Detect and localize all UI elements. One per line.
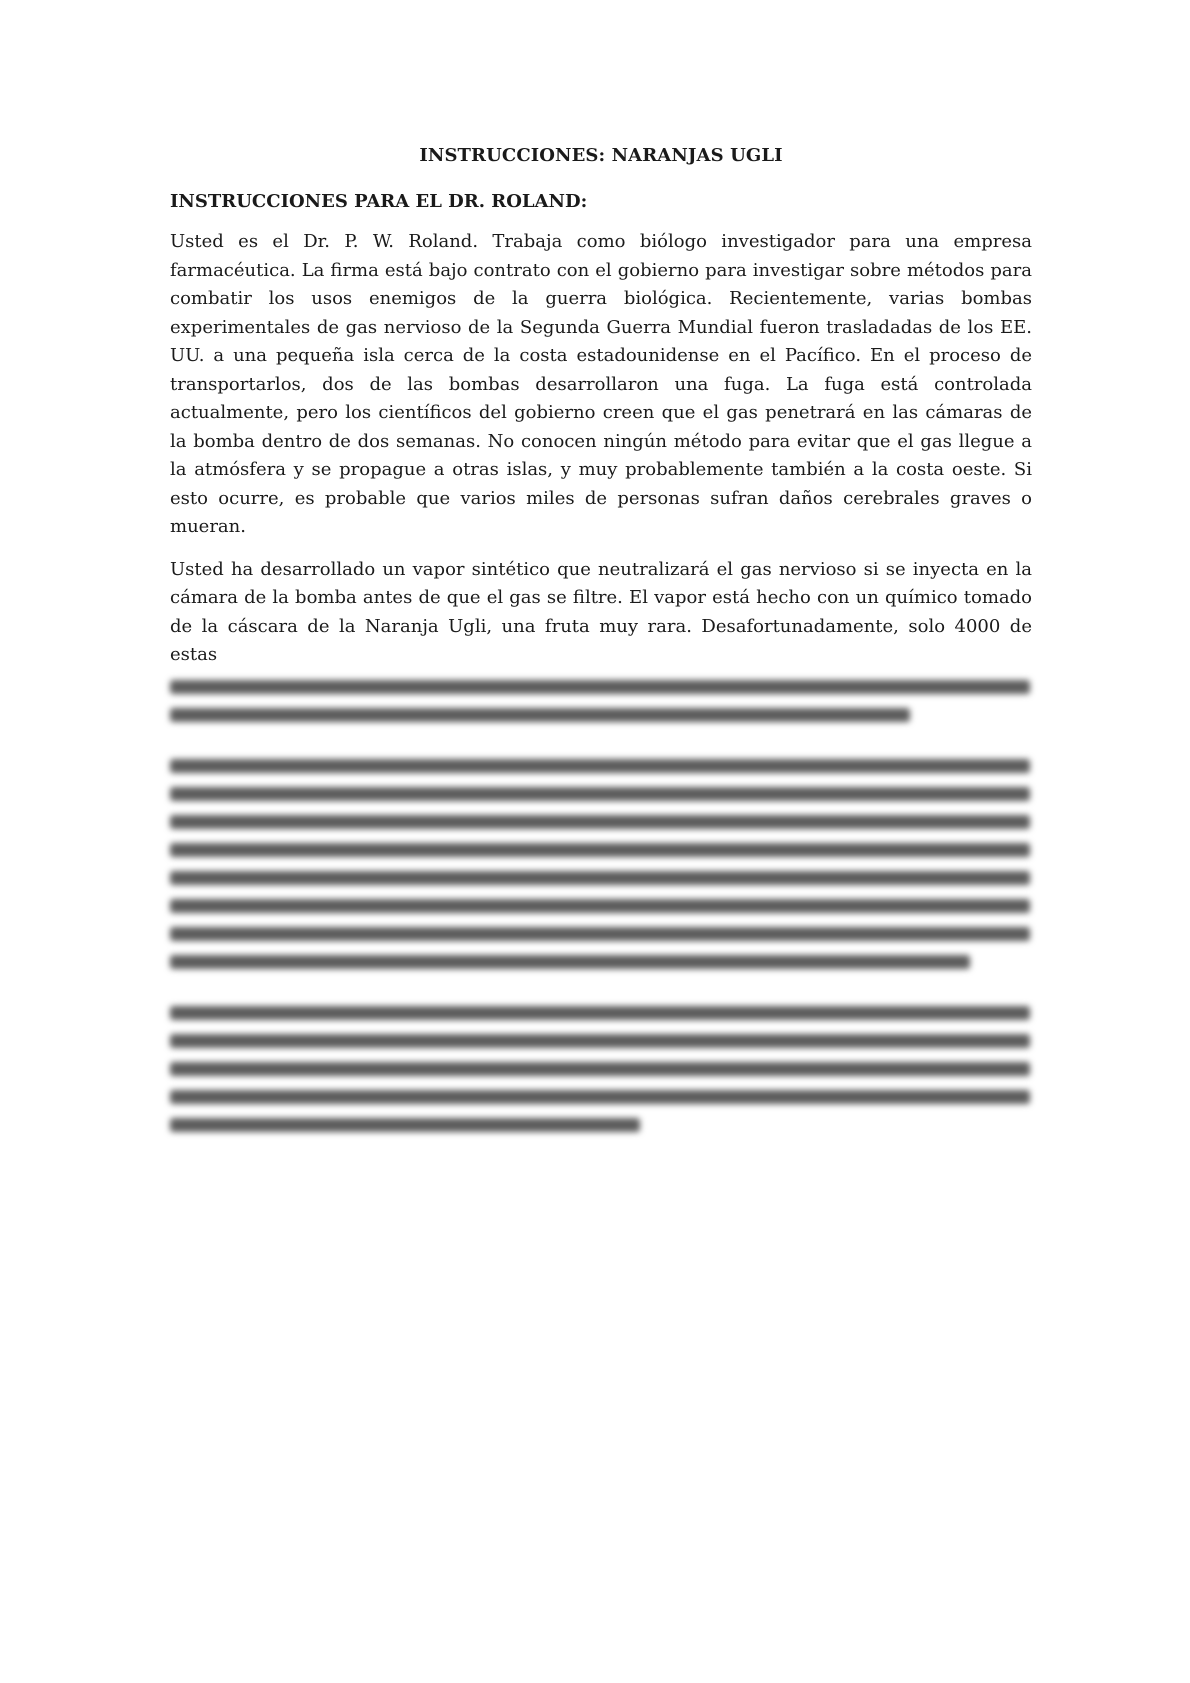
document-subtitle: INSTRUCCIONES PARA EL DR. ROLAND: xyxy=(170,191,588,212)
blurred-paragraph-2-continuation xyxy=(170,672,1032,737)
blurred-paragraph-3 xyxy=(170,751,1032,984)
document-page xyxy=(170,0,1032,1147)
paragraph-2: Usted ha desarrollado un vapor sintético que neutralizará el gas nervioso si se inyecta en la cámara de la bomba antes de que el gas se filtre. El vapor está hecho con un químico tomado de la cáscara de la Naranja Ugli, una fruta muy rara. Desafortunadamente, solo 4000 de estas xyxy=(170,558,1032,665)
blurred-lines-icon xyxy=(170,998,1032,1138)
blurred-lines-icon xyxy=(170,751,1032,975)
paragraph-1: Usted es el Dr. P. W. Roland. Trabaja como biólogo investigador para una empresa farmacéutica. La firma está bajo contrato con el gobierno para investigar sobre métodos para combatir los usos enemigos de la guerra biológica. Recientemente, varias bombas experimentales de gas nervioso de la Segunda Guerra Mundial fueron trasladadas de los EE. UU. a una pequeña isla cerca de la costa estadounidense en el Pacífico. En el proceso de transportarlos, dos de las bombas desarrollaron una fuga. La fuga está controlada actualmente, pero los científicos del gobierno creen que el gas penetrará en las cámaras de la bomba dentro de dos semanas. No conocen ningún método para evitar que el gas llegue a la atmósfera y se propague a otras islas, y muy probablemente también a la costa oeste. Si esto ocurre, es probable que varios miles de personas sufran daños cerebrales graves o mueran. xyxy=(170,231,1032,537)
blurred-lines-icon xyxy=(170,672,1032,728)
blurred-content xyxy=(170,672,1032,1147)
document-title: INSTRUCCIONES: NARANJAS UGLI xyxy=(419,145,783,166)
blurred-paragraph-4 xyxy=(170,998,1032,1147)
